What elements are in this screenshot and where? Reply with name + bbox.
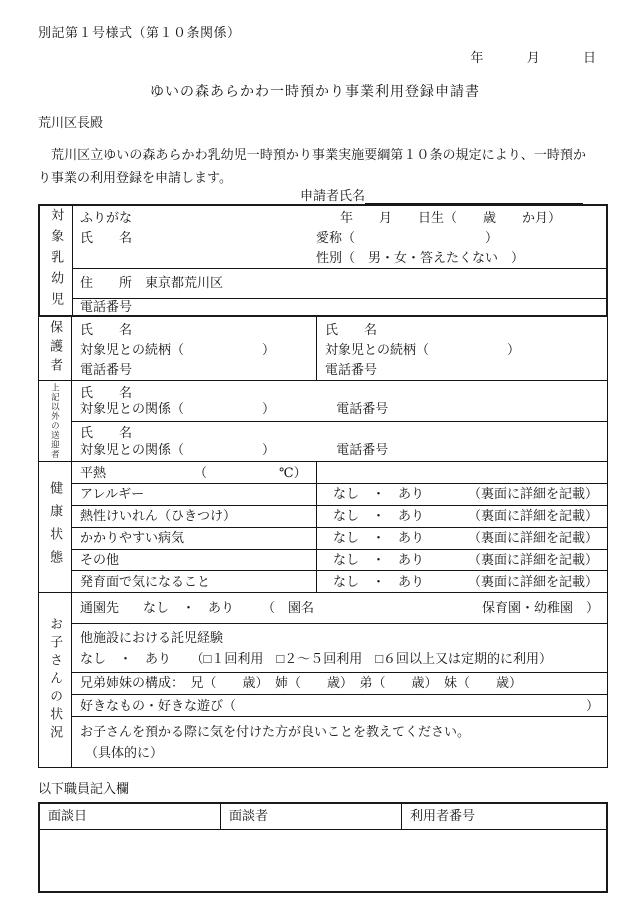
applicant-name-label: 申請者氏名 (300, 188, 366, 203)
transporter2-name-label: 氏 名 (80, 425, 133, 441)
staff-table-blank-area (40, 830, 606, 891)
date-year-label: 年 (470, 50, 484, 65)
transporter1-name-label: 氏 名 (80, 384, 133, 400)
date-month-label: 月 (526, 50, 540, 65)
guardian1-name-label: 氏 名 (80, 322, 133, 338)
health-row-convulsion (72, 505, 607, 527)
health-row-temperature (72, 462, 607, 483)
section-guardian (38, 317, 608, 381)
form-tables (38, 204, 608, 768)
section-child-situation (38, 593, 608, 768)
section-label-health-status: 健康状態 (39, 462, 72, 592)
common-illness-note: （裏面に詳細を記載） (467, 530, 598, 546)
staff-entry-note: 以下職員記入欄 (38, 781, 130, 796)
kindergarten-row (72, 593, 607, 623)
child-name-label: 氏 名 (80, 229, 133, 245)
common-illness-choice: なし ・ あり (333, 530, 425, 546)
daycare-experience-row (72, 623, 607, 672)
address-label: 住 所 東京都荒川区 (80, 275, 224, 291)
convulsion-choice: なし ・ あり (333, 508, 425, 524)
addressee-label: 荒川区長殿 (38, 115, 104, 130)
kindergarten-type-label: 保育園・幼稚園 ） (481, 599, 599, 615)
interview-date-header: 面談日 (40, 804, 221, 829)
health-row-development (72, 570, 607, 592)
guardian2-relation-label: 対象児との続柄（ ） (325, 342, 521, 358)
guardian1-phone-label: 電話番号 (80, 362, 133, 378)
common-illness-label: かかりやすい病気 (80, 530, 185, 546)
furigana-label: ふりがな (80, 209, 133, 225)
section-other-transporter (38, 381, 608, 462)
convulsion-label: 熱性けいれん（ひきつけ） (80, 508, 237, 524)
date-line (430, 50, 596, 66)
guardian-cell-2 (317, 317, 607, 380)
document-title: ゆいの森あらかわ一時預かり事業利用登録申請書 (150, 85, 480, 100)
health-other-choice: なし ・ あり (333, 551, 425, 567)
child-phone-cell (73, 298, 606, 315)
guardian1-relation-label: 対象児との続柄（ ） (80, 342, 276, 358)
staff-entry-table (38, 802, 608, 893)
guardian2-phone-label: 電話番号 (325, 362, 378, 378)
birthdate-label: 年 月 日生（ 歳 か月） (339, 209, 561, 225)
health-row-other (72, 549, 607, 571)
care-advice-label: お子さんを預かる際に気を付けた方が良いことを教えてください。 (80, 724, 471, 740)
phone-label: 電話番号 (80, 299, 133, 314)
allergy-choice: なし ・ あり (333, 486, 425, 502)
care-advice-detail-label: （具体的に） (85, 745, 164, 761)
applicant-name-blank-line (365, 190, 583, 204)
transporter2-relation-label: 対象児との関係（ ） (80, 441, 276, 457)
temperature-paren: （ (194, 464, 208, 480)
allergy-label: アレルギー (80, 486, 145, 502)
temperature-label: 平熱 (80, 464, 107, 480)
transporter1-phone-label: 電話番号 (336, 401, 389, 416)
form-style-note: 別記第１号様式（第１０条関係） (38, 25, 241, 40)
guardian2-name-label: 氏 名 (325, 322, 378, 338)
kindergarten-name-label: （ 園名 (262, 599, 315, 615)
siblings-label: 兄弟姉妹の構成： 兄（ 歳） 姉（ 歳） 弟（ 歳） 妹（ 歳） (80, 675, 523, 691)
daycare-experience-label: 他施設における託児経験 (80, 629, 224, 645)
care-advice-row (72, 716, 607, 767)
staff-table-header (40, 804, 606, 830)
convulsion-note: （裏面に詳細を記載） (467, 508, 598, 524)
section-label-child-situation: お子さんの状況 (39, 593, 72, 767)
child-name-cell (73, 206, 606, 268)
daycare-experience-options: なし ・ あり （□１回利用 □２～５回利用 □６回以上又は定期的に利用） (80, 650, 553, 666)
favorites-label: 好きなもの・好きな遊び（ (80, 697, 237, 713)
development-label: 発育面で気になること (80, 573, 211, 589)
transporter-row-1 (72, 381, 607, 421)
section-label-target-infant: 対象乳幼児 (40, 206, 73, 315)
child-address-cell (73, 268, 606, 298)
user-number-header: 利用者番号 (410, 808, 476, 824)
gender-label: 性別（ 男・女・答えたくない ） (316, 249, 525, 265)
application-statement: 荒川区立ゆいの森あらかわ乳幼児一時預かり事業実施要綱第１０条の規定により、一時預かり事業の利用登録を申請します。 (38, 147, 586, 185)
health-other-label: その他 (80, 551, 120, 567)
siblings-row (72, 672, 607, 694)
development-note: （裏面に詳細を記載） (467, 573, 598, 589)
transporter2-phone-label: 電話番号 (336, 441, 389, 457)
kindergarten-choice: なし ・ あり (143, 599, 235, 615)
guardian-cell-1 (72, 317, 317, 380)
section-label-guardian: 保護者 (39, 317, 72, 380)
interviewer-header: 面談者 (221, 804, 402, 829)
allergy-note: （裏面に詳細を記載） (467, 486, 598, 502)
health-row-allergy (72, 483, 607, 505)
development-choice: なし ・ あり (333, 573, 425, 589)
section-target-infant (38, 204, 608, 317)
kindergarten-label: 通園先 (80, 599, 120, 615)
date-day-label: 日 (582, 50, 596, 65)
temperature-unit-label: ℃） (279, 464, 307, 480)
health-other-note: （裏面に詳細を記載） (467, 551, 598, 567)
favorites-row (72, 694, 607, 716)
nickname-label: 愛称（ ） (316, 229, 499, 245)
health-row-common-illness (72, 527, 607, 549)
transporter-row-2 (72, 421, 607, 462)
temperature-blank-cell (317, 462, 607, 483)
transporter1-relation-label: 対象児との関係（ ） (80, 401, 276, 416)
favorites-close-paren: ） (585, 697, 599, 713)
section-health-status (38, 462, 608, 593)
applicant-name-row (300, 188, 583, 204)
section-label-other-transporter: 上記以外の送迎者 (39, 381, 72, 461)
